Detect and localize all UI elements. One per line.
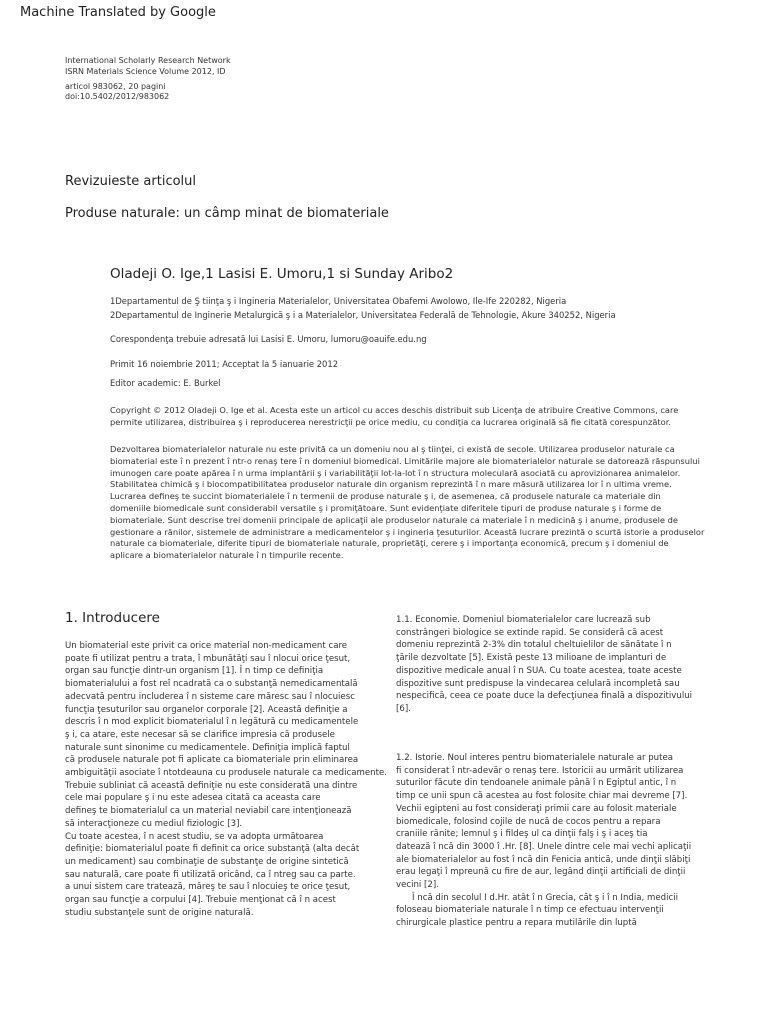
abstract-line: imunogen care poate apărea î n urma implantării ş i variabilităţii lot-la-lot î n structura moleculară asociată cu aprovizionarea animalelor. xyxy=(110,467,681,478)
text-line: datează î ncă din 3000 î .Hr. [8]. Unele dintre cele mai vechi aplicaţii xyxy=(396,841,692,852)
text-line: definiţie: biomaterialul poate fi definit ca orice substanţă (alta decât xyxy=(65,844,360,855)
abstract-line: naturale ca biomateriale, diferite tipuri de biomateriale naturale, proprietăţi, cerere ş i importanţa economică, precum ş i domeniul de xyxy=(110,538,669,549)
text-line: biomaterialului a fost reî ncadrată ca o substanţă nemedicamentală xyxy=(65,679,358,690)
abstract-line: domeniile biomedicale sunt considerabil versatile ş i promiţătoare. Sunt evidenţiate diferitele tipuri de produse naturale ş i forme de xyxy=(110,502,662,513)
abstract-line: gestionare a rănilor, sistemele de administrare a medicamentelor ş i ingineria ţesuturilor. Această lucrare prezintă o scurtă istorie a produselor xyxy=(110,526,705,537)
abstract xyxy=(110,444,710,562)
intro-left-column xyxy=(65,640,387,919)
text-line: funcţia ţesuturilor sau organelor corporale [2]. Această definiţie a xyxy=(65,704,348,715)
text-line: sau naturală, care poate fi utilizată oricând, ca î ntreg sau ca parte. xyxy=(65,869,356,880)
text-line: dispozitive medicale anual î n SUA. Cu toate acestea, toate aceste xyxy=(396,665,682,676)
abstract-line: biomateriale. Sunt descrise trei domenii principale de aplicaţii ale produselor naturale ca materiale î n medicină ş i anume, produsele de xyxy=(110,514,679,525)
text-line: Î ncă din secolul I d.Hr. atât î n Grecia, cât ş i î n India, medicii xyxy=(412,892,678,903)
text-line: adecvată pentru includerea î n sisteme care măresc sau î nlocuiesc xyxy=(65,691,355,702)
section-heading: 1. Introducere xyxy=(65,610,160,626)
text-line: un medicament) sau combinaţie de substanţe de origine sintetică xyxy=(65,856,349,867)
text-line: defineş te biomaterialul ca un material neviabil care intenţionează xyxy=(65,806,352,817)
text-line: Un biomaterial este privit ca orice material non-medicament care xyxy=(65,641,348,651)
text-line: fi considerat î ntr-adevăr o renaş tere. Istoricii au urmărit utilizarea xyxy=(396,765,684,776)
academic-editor: Editor academic: E. Burkel xyxy=(110,378,221,388)
text-line: nespecifică, ceea ce poate duce la defecţiunea finală a dispozitivului xyxy=(396,691,693,702)
text-line: Vechii egipteni au fost consideraţi primii care au folosit materiale xyxy=(396,803,677,814)
text-line: constrângeri biologice se extinde rapid. Se consideră că acest xyxy=(396,627,664,638)
abstract-line: Dezvoltarea biomaterialelor naturale nu este privită ca un domeniu nou al ş tiinţei, ci există de secole. Utilizarea produselor naturale ca xyxy=(110,444,675,454)
text-line: suturilor făcute din tendoanele animale până î n Egiptul antic, î n xyxy=(396,778,677,789)
text-line: să interacţioneze cu mediul fiziologic [3]. xyxy=(65,818,243,829)
economy-subsection xyxy=(396,614,716,716)
text-line: [6]. xyxy=(396,703,411,714)
text-line: că produsele naturale pot fi aplicate ca biomateriale prin eliminarea xyxy=(65,755,359,766)
abstract-line: Stabilitatea chimică ş i biocompatibilitatea produselor naturale din organism reprezintă î n mare măsură utilizarea lor î n ultima vreme. xyxy=(110,479,672,490)
text-line: ţările dezvoltate [5]. Există peste 13 milioane de implanturi de xyxy=(396,653,667,664)
copyright-line: Copyright © 2012 Oladeji O. Ige et al. Acesta este un articol cu acces deschis distribuit sub Licenţa de atribuire Creative Commons, care xyxy=(110,405,679,415)
history-subsection xyxy=(396,752,716,930)
text-line: organ sau funcţie a corpului [4]. Trebuie menţionat că î n acest xyxy=(65,895,336,906)
text-line: chirurgicale plastice pentru a repara mutilările din luptă xyxy=(396,918,637,929)
text-line: 1.2. Istorie. Noul interes pentru biomaterialele naturale ar putea xyxy=(396,753,674,763)
text-line: cele mai populare ş i nu este adesea citată ca aceasta care xyxy=(65,793,321,804)
journal-volume: ISRN Materials Science Volume 2012, ID xyxy=(65,67,226,76)
doi: doi:10.5402/2012/983062 xyxy=(65,92,170,101)
article-title: Produse naturale: un câmp minat de biomateriale xyxy=(65,206,389,221)
affiliation: 1Departamentul de Ş tiinţa ş i Ingineria Materialelor, Universitatea Obafemi Awolowo, Ile-Ife 220282, Nigeria xyxy=(110,296,567,306)
text-line: foloseau biomateriale naturale î n timp ce efectuau intervenţii xyxy=(396,905,664,916)
text-line: ambiguităţii asociate î ntotdeauna cu produsele naturale ca medicamente. xyxy=(65,768,387,779)
author-list: Oladeji O. Ige,1 Lasisi E. Umoru,1 si Sunday Aribo2 xyxy=(110,266,454,282)
text-line: timp ce unii spun că acestea au fost folosite chiar mai devreme [7]. xyxy=(396,791,688,802)
text-line: Trebuie subliniat că această definiţie nu este considerată una dintre xyxy=(65,780,358,791)
text-line: ş i, ca atare, este necesar să se clarifice impresia că produsele xyxy=(65,729,335,740)
text-line: erau legaţi î mpreună cu fire de aur, legând dinţii artificiali de dinţii xyxy=(396,867,686,878)
text-line: descris î n mod explicit biomaterialul î n legătură cu medicamentele xyxy=(65,717,359,728)
abstract-line: biomaterial este î n prezent î ntr-o renaş tere î n domeniul biomedical. Limitările majore ale biomaterialelor naturale se datorează răspunsului xyxy=(110,455,700,466)
abstract-line: aplicare a biomaterialelor naturale î n timpurile recente. xyxy=(110,550,344,561)
text-line: domeniu reprezintă 2-3% din totalul cheltuielilor de sănătate î n xyxy=(396,640,672,651)
article-pages: articol 983062, 20 pagini xyxy=(65,82,166,91)
copyright-notice xyxy=(110,405,710,429)
text-line: 1.1. Economie. Domeniul biomaterialelor care lucrează sub xyxy=(396,615,651,625)
journal-name: International Scholarly Research Network xyxy=(65,56,231,65)
text-line: Cu toate acestea, î n acest studiu, se va adopta următoarea xyxy=(65,831,324,842)
text-line: organ sau funcţie dintr-un organism [1]. Î n timp ce definiţia xyxy=(65,666,324,677)
copyright-line: permite utilizarea, distribuirea ş i reproducerea nerestricţii pe orice mediu, cu condiţia ca lucrarea originală să fie citată corespunzător. xyxy=(110,416,672,427)
text-line: craniile rănite; lemnul ş i fildeş ul ca dinţii falş i ş i aceş tia xyxy=(396,829,648,840)
correspondence: Corespondenţa trebuie adresată lui Lasisi E. Umoru, lumoru@oauife.edu.ng xyxy=(110,334,427,344)
text-line: studiu substanţele sunt de origine naturală. xyxy=(65,907,254,918)
text-line: poate fi utilizat pentru a trata, î mbunătăţi sau î nlocui orice ţesut, xyxy=(65,653,351,664)
text-line: naturale sunt sinonime cu medicamentele. Definiţia implică faptul xyxy=(65,742,350,753)
abstract-line: Lucrarea defineş te succint biomaterialele î n termenii de produse naturale ş i, de asemenea, că produsele naturale ca materiale din xyxy=(110,491,661,502)
machine-translation-banner: Machine Translated by Google xyxy=(20,5,216,20)
text-line: dispozitive sunt predispuse la vindecarea celulară incompletă sau xyxy=(396,678,680,689)
text-line: vecini [2]. xyxy=(396,880,439,891)
article-type: Revizuieste articolul xyxy=(65,174,197,189)
received-dates: Primit 16 noiembrie 2011; Acceptat la 5 ianuarie 2012 xyxy=(110,359,339,369)
affiliation: 2Departamentul de Inginerie Metalurgică ş i a Materialelor, Universitatea Federală de Tehnologie, Akure 340252, Nigeria xyxy=(110,310,616,320)
text-line: a unui sistem care tratează, măreş te sau î nlocuieş te orice ţesut, xyxy=(65,882,351,893)
text-line: biomedicale, folosind cojile de nucă de cocos pentru a repara xyxy=(396,816,661,827)
text-line: ale biomaterialelor au fost î ncă din Fenicia antică, unde dinţii slăbiţi xyxy=(396,854,691,865)
